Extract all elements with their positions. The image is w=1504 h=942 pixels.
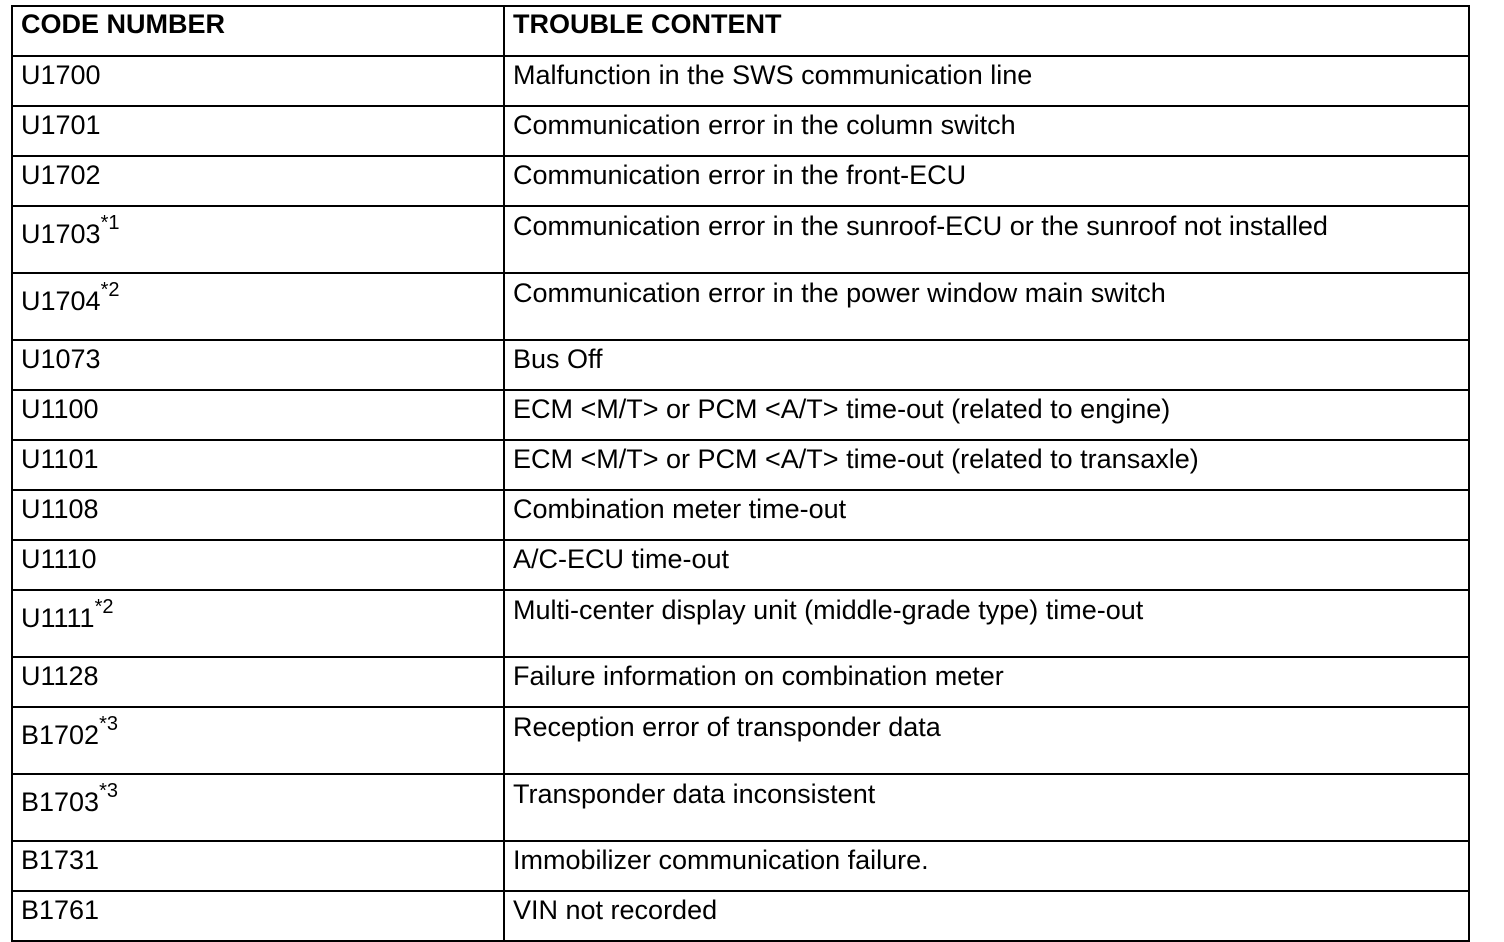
- code-cell: [12, 390, 504, 440]
- code-cell: [12, 891, 504, 941]
- table-row: [12, 657, 1469, 707]
- table-row: [12, 106, 1469, 156]
- table-row: [12, 590, 1469, 657]
- footnote-marker: *3: [99, 713, 118, 735]
- code-number: U1110: [21, 544, 97, 574]
- code-cell: [12, 590, 504, 657]
- code-number: B1702: [21, 720, 100, 750]
- table-row: [12, 56, 1469, 106]
- trouble-content-cell: Multi-center display unit (middle-grade type) time-out: [504, 590, 1469, 657]
- code-cell: [12, 841, 504, 891]
- code-cell: [12, 273, 504, 340]
- header-trouble-content: TROUBLE CONTENT: [504, 6, 1469, 56]
- table-row: [12, 156, 1469, 206]
- trouble-content-cell: Transponder data inconsistent: [504, 774, 1469, 841]
- table-row: [12, 774, 1469, 841]
- code-cell: [12, 540, 504, 590]
- code-cell: [12, 106, 504, 156]
- table-row: [12, 340, 1469, 390]
- table-row: [12, 390, 1469, 440]
- code-cell: [12, 707, 504, 774]
- trouble-content-cell: ECM <M/T> or PCM <A/T> time-out (related to engine): [504, 390, 1469, 440]
- code-number: U1073: [21, 344, 101, 374]
- code-number: U1700: [21, 60, 101, 90]
- table-row: [12, 841, 1469, 891]
- table-row: [12, 273, 1469, 340]
- header-code-number: CODE NUMBER: [12, 6, 504, 56]
- code-cell: [12, 156, 504, 206]
- code-number: U1111: [21, 603, 95, 633]
- code-cell: [12, 774, 504, 841]
- code-number: U1703: [21, 219, 101, 249]
- footnote-marker: *3: [99, 780, 118, 802]
- code-number: U1100: [21, 394, 99, 424]
- code-cell: [12, 340, 504, 390]
- code-number: U1702: [21, 160, 101, 190]
- trouble-content-cell: Communication error in the column switch: [504, 106, 1469, 156]
- trouble-content-cell: Communication error in the front-ECU: [504, 156, 1469, 206]
- trouble-code-table: [11, 5, 1470, 942]
- table-header-row: [12, 6, 1469, 56]
- trouble-content-cell: Communication error in the power window main switch: [504, 273, 1469, 340]
- footnote-marker: *2: [94, 596, 114, 618]
- code-cell: [12, 490, 504, 540]
- trouble-content-cell: Combination meter time-out: [504, 490, 1469, 540]
- code-number: U1128: [21, 661, 99, 691]
- table-row: [12, 440, 1469, 490]
- code-number: B1703: [21, 787, 100, 817]
- footnote-marker: *1: [100, 212, 120, 234]
- trouble-content-cell: Reception error of transponder data: [504, 707, 1469, 774]
- code-number: U1701: [21, 110, 101, 140]
- trouble-content-cell: Malfunction in the SWS communication line: [504, 56, 1469, 106]
- table-row: [12, 707, 1469, 774]
- footnote-marker: *2: [100, 279, 120, 301]
- code-number: U1704: [21, 286, 101, 316]
- table-row: [12, 891, 1469, 941]
- trouble-content-cell: Communication error in the sunroof-ECU or the sunroof not installed: [504, 206, 1469, 273]
- trouble-content-cell: Failure information on combination meter: [504, 657, 1469, 707]
- code-cell: [12, 206, 504, 273]
- table-row: [12, 540, 1469, 590]
- trouble-content-cell: VIN not recorded: [504, 891, 1469, 941]
- code-cell: [12, 440, 504, 490]
- code-number: B1761: [21, 895, 100, 925]
- code-cell: [12, 657, 504, 707]
- table-row: [12, 206, 1469, 273]
- code-number: B1731: [21, 845, 100, 875]
- code-number: U1101: [21, 444, 99, 474]
- code-number: U1108: [21, 494, 99, 524]
- table-row: [12, 490, 1469, 540]
- trouble-content-cell: A/C-ECU time-out: [504, 540, 1469, 590]
- trouble-content-cell: Bus Off: [504, 340, 1469, 390]
- trouble-content-cell: Immobilizer communication failure.: [504, 841, 1469, 891]
- code-cell: [12, 56, 504, 106]
- trouble-content-cell: ECM <M/T> or PCM <A/T> time-out (related to transaxle): [504, 440, 1469, 490]
